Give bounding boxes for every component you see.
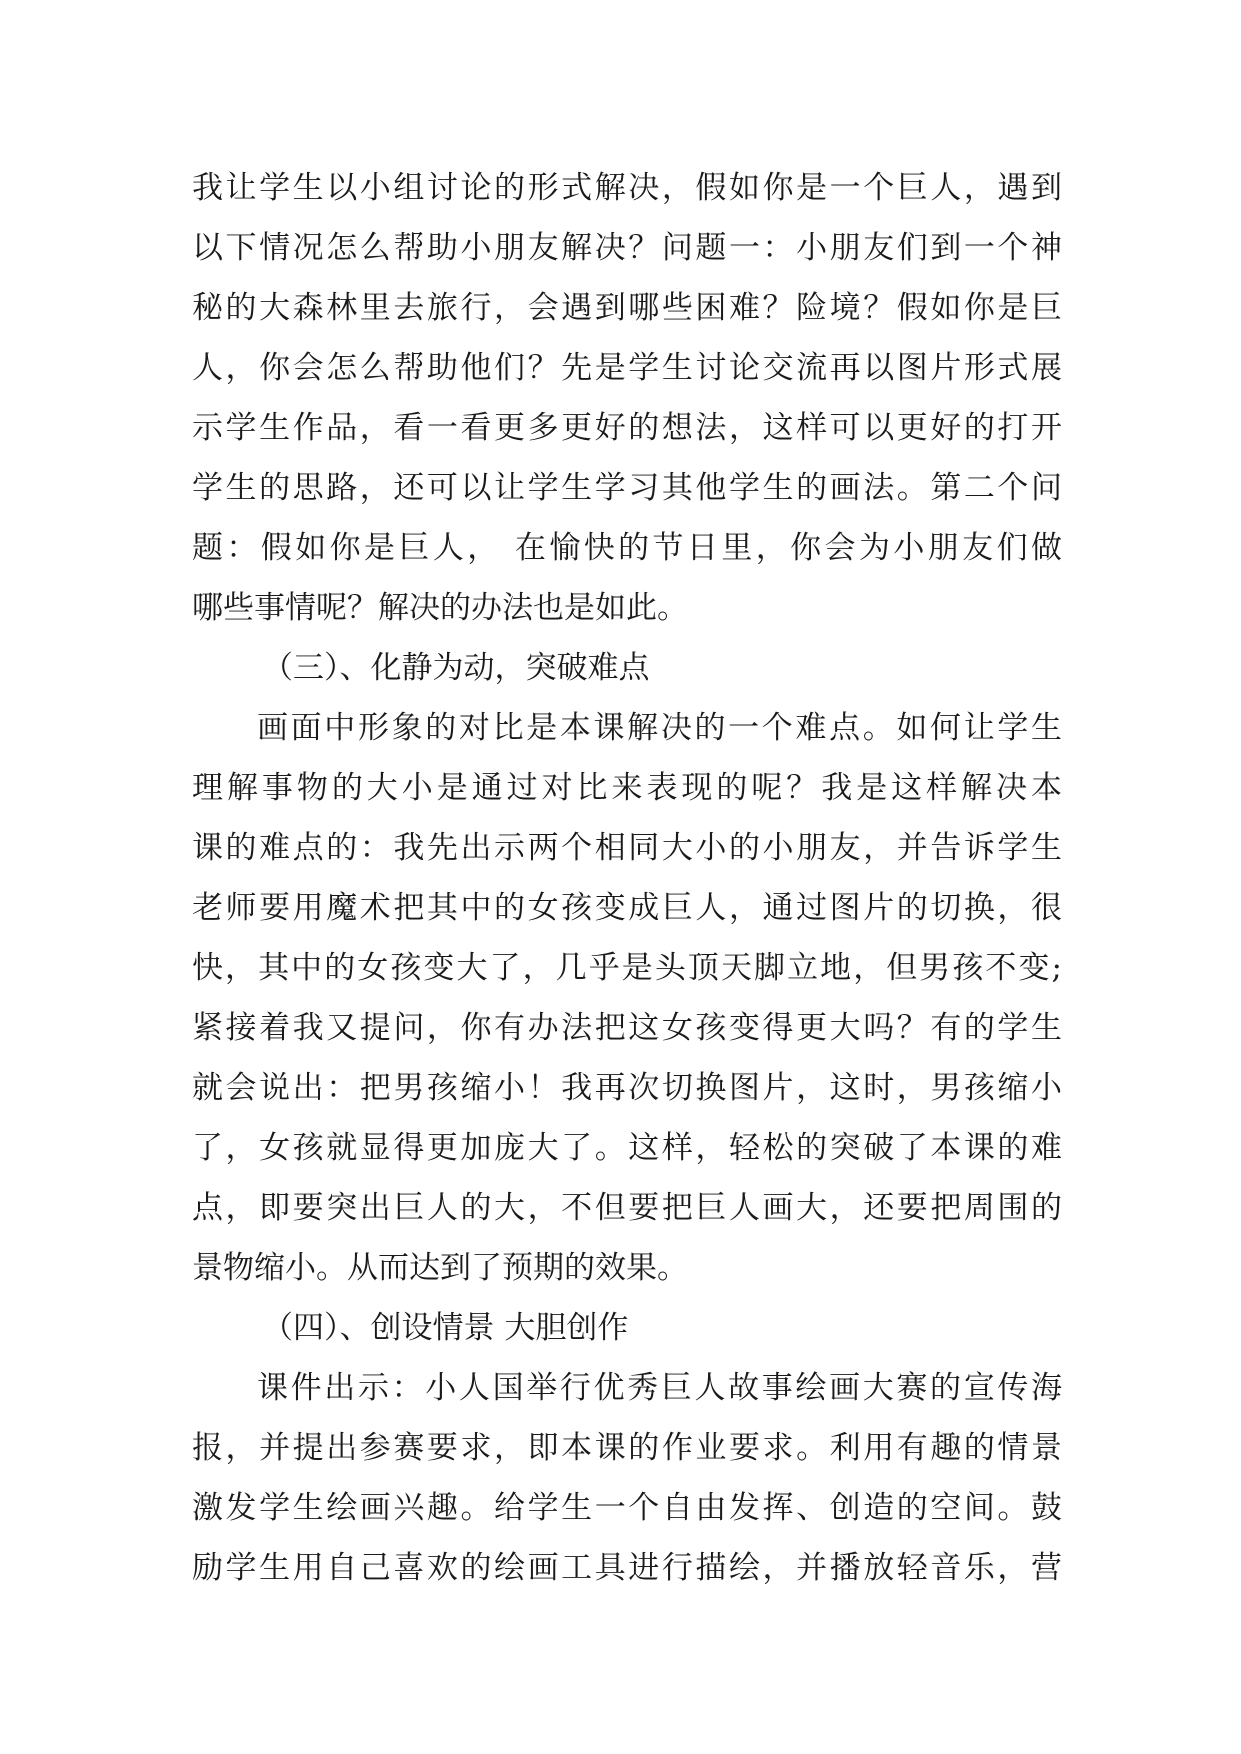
text-line: 老师要用魔术把其中的女孩变成巨人，通过图片的切换，很 — [192, 890, 1062, 926]
section-heading: （三）、化静为动，突破难点 — [262, 650, 650, 686]
text-line: 激发学生绘画兴趣。给学生一个自由发挥、创造的空间。鼓 — [192, 1490, 1062, 1526]
text-line: 理解事物的大小是通过对比来表现的呢？我是这样解决本 — [192, 770, 1062, 806]
text-line: 示学生作品，看一看更多更好的想法，这样可以更好的打开 — [192, 410, 1062, 446]
text-line: 以下情况怎么帮助小朋友解决？问题一：小朋友们到一个神 — [192, 230, 1062, 266]
text-line: 景物缩小。从而达到了预期的效果。 — [192, 1250, 688, 1286]
text-line: 就会说出：把男孩缩小！我再次切换图片，这时，男孩缩小 — [192, 1070, 1062, 1106]
text-line: 学生的思路，还可以让学生学习其他学生的画法。第二个问 — [192, 470, 1062, 506]
text-line: 快，其中的女孩变大了，几乎是头顶天脚立地，但男孩不变; — [192, 950, 1062, 986]
text-line: 画面中形象的对比是本课解决的一个难点。如何让学生 — [257, 710, 1062, 746]
text-line: 课件出示：小人国举行优秀巨人故事绘画大赛的宣传海 — [257, 1370, 1062, 1406]
text-line: 人，你会怎么帮助他们？先是学生讨论交流再以图片形式展 — [192, 350, 1062, 386]
text-line: 报，并提出参赛要求，即本课的作业要求。利用有趣的情景 — [192, 1430, 1062, 1466]
body-text — [192, 158, 1062, 1598]
text-line: 题：假如你是巨人， 在愉快的节日里，你会为小朋友们做 — [192, 530, 1062, 566]
text-line: 紧接着我又提问，你有办法把这女孩变得更大吗？有的学生 — [192, 1010, 1062, 1046]
text-line: 点，即要突出巨人的大，不但要把巨人画大，还要把周围的 — [192, 1190, 1062, 1226]
text-line: 课的难点的：我先出示两个相同大小的小朋友，并告诉学生 — [192, 830, 1062, 866]
text-line: 了，女孩就显得更加庞大了。这样，轻松的突破了本课的难 — [192, 1130, 1062, 1166]
text-line: 我让学生以小组讨论的形式解决，假如你是一个巨人，遇到 — [192, 170, 1062, 206]
text-line: 哪些事情呢？解决的办法也是如此。 — [192, 590, 688, 626]
text-line: 秘的大森林里去旅行，会遇到哪些困难？险境？假如你是巨 — [192, 290, 1062, 326]
section-heading: （四）、创设情景 大胆创作 — [262, 1310, 629, 1346]
text-line: 励学生用自己喜欢的绘画工具进行描绘，并播放轻音乐，营 — [192, 1550, 1062, 1586]
